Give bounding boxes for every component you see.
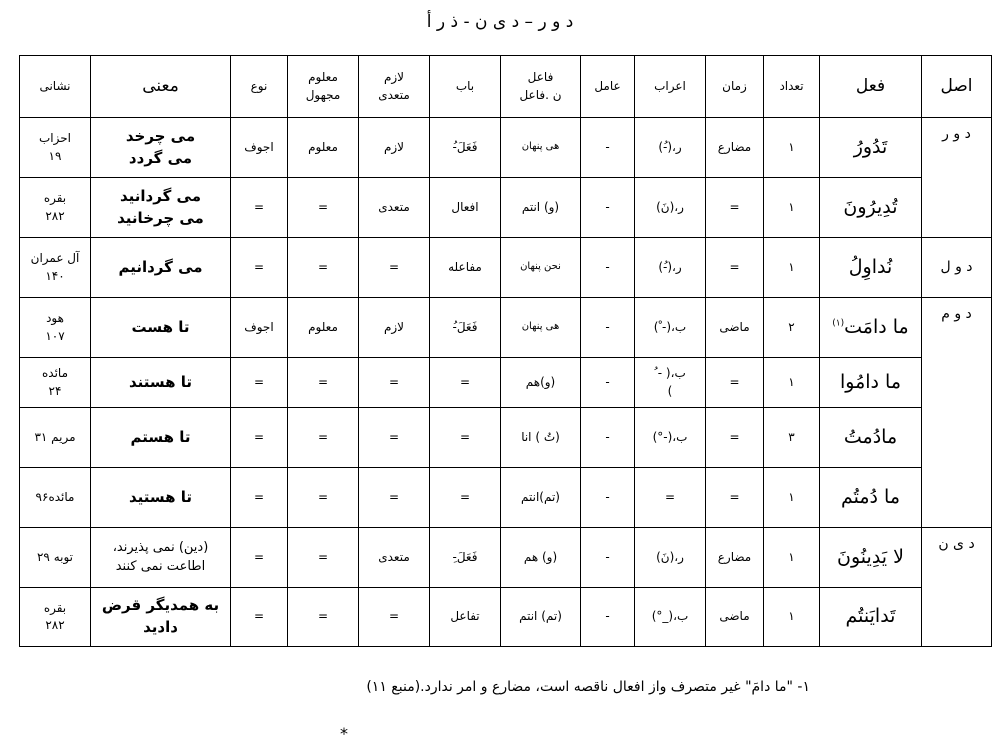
count-cell: ۱ <box>764 358 820 408</box>
bab-cell: = <box>430 358 501 408</box>
type-cell: = <box>231 528 288 588</box>
tense-cell: = <box>706 358 764 408</box>
header-voice: معلوم مجهول <box>288 56 359 118</box>
tense-cell: ماضی <box>706 298 764 358</box>
page-title: د و ر – د ی ن - ذ ر أ <box>426 12 574 32</box>
verb-text: ما دامَت <box>844 315 909 338</box>
header-irab: اعراب <box>635 56 706 118</box>
count-cell: ۱ <box>764 528 820 588</box>
verb-cell: لا يَدِينُونَ <box>820 528 922 588</box>
subject-cell: (و) انتم <box>501 178 581 238</box>
voice-cell: = <box>288 178 359 238</box>
reference-cell: توبه ۲۹ <box>20 528 91 588</box>
tense-cell: = <box>706 238 764 298</box>
reference-cell: مائده ۲۴ <box>20 358 91 408</box>
verb-cell: تُدِيرُونَ <box>820 178 922 238</box>
transitivity-cell: لازم <box>359 298 430 358</box>
transitivity-cell: متعدی <box>359 528 430 588</box>
origin-cell: د و ل <box>922 238 992 298</box>
table-row <box>20 588 992 647</box>
verb-cell: ما دُمتُم <box>820 468 922 528</box>
transitivity-cell: = <box>359 408 430 468</box>
tense-cell: مضارع <box>706 528 764 588</box>
header-reference: نشانی <box>20 56 91 118</box>
header-row <box>20 56 992 118</box>
header-origin: اصل <box>922 56 992 118</box>
subject-cell: (و) هم <box>501 528 581 588</box>
header-tense: زمان <box>706 56 764 118</box>
subject-cell: هی پنهان <box>501 298 581 358</box>
table-row <box>20 358 992 408</box>
bab-cell: مفاعله <box>430 238 501 298</box>
voice-cell: = <box>288 528 359 588</box>
irab-cell: ب،(-°) <box>635 408 706 468</box>
reference-cell: بقره ۲۸۲ <box>20 588 91 647</box>
transitivity-cell: = <box>359 588 430 647</box>
count-cell: ۱ <box>764 118 820 178</box>
count-cell: ۱ <box>764 588 820 647</box>
count-cell: ۱ <box>764 238 820 298</box>
table-row <box>20 118 992 178</box>
footnote-marker: (۱) <box>832 318 845 329</box>
bab-cell: = <box>430 468 501 528</box>
transitivity-cell: = <box>359 468 430 528</box>
irab-cell: ر،(نَ) <box>635 178 706 238</box>
subject-cell: (تُ ) انا <box>501 408 581 468</box>
reference-cell: مائده۹۶ <box>20 468 91 528</box>
transitivity-cell: متعدی <box>359 178 430 238</box>
type-cell: = <box>231 358 288 408</box>
irab-cell: ب،( - ُ ) <box>635 358 706 408</box>
table-row <box>20 408 992 468</box>
header-meaning: معنی <box>91 56 231 118</box>
amil-cell: - <box>581 408 635 468</box>
footnote: ۱- "ما دامَ" غیر متصرف واز افعال ناقصه است، مضارع و امر ندارد.(منبع ۱۱) <box>366 679 810 695</box>
transitivity-cell: = <box>359 358 430 408</box>
verb-cell: تَدايَنتُم <box>820 588 922 647</box>
amil-cell: - <box>581 178 635 238</box>
subject-cell: (تم)انتم <box>501 468 581 528</box>
count-cell: ۲ <box>764 298 820 358</box>
verb-cell: نُداوِلُ <box>820 238 922 298</box>
header-subject: فاعل ن .فاعل <box>501 56 581 118</box>
irab-cell: ب،(- ْ) <box>635 298 706 358</box>
count-cell: ۱ <box>764 178 820 238</box>
count-cell: ۳ <box>764 408 820 468</box>
origin-cell: د و ر <box>922 118 992 238</box>
subject-cell: (تم) انتم <box>501 588 581 647</box>
meaning-cell: می چرخد می گردد <box>91 118 231 178</box>
verb-cell: ما دامُوا <box>820 358 922 408</box>
voice-cell: = <box>288 358 359 408</box>
irab-cell: ر،(-ُ) <box>635 118 706 178</box>
irab-cell: ر،(-ُ) <box>635 238 706 298</box>
bab-cell: فَعَلَ-ِ <box>430 528 501 588</box>
tense-cell: = <box>706 468 764 528</box>
tense-cell: ماضی <box>706 588 764 647</box>
bab-cell: فَعَلَ-ُ <box>430 298 501 358</box>
bab-cell: = <box>430 408 501 468</box>
meaning-cell: تا هست <box>91 298 231 358</box>
amil-cell: - <box>581 118 635 178</box>
verb-cell: مادُمتُ <box>820 408 922 468</box>
tense-cell: = <box>706 178 764 238</box>
origin-cell: د و م <box>922 298 992 528</box>
type-cell: = <box>231 588 288 647</box>
irab-cell: ب،(_°) <box>635 588 706 647</box>
header-count: تعداد <box>764 56 820 118</box>
type-cell: = <box>231 408 288 468</box>
reference-cell: آل عمران ۱۴۰ <box>20 238 91 298</box>
asterisk: * <box>340 724 348 743</box>
type-cell: = <box>231 238 288 298</box>
header-type: نوع <box>231 56 288 118</box>
meaning-cell: تا هستم <box>91 408 231 468</box>
voice-cell: = <box>288 238 359 298</box>
reference-cell: بقره ۲۸۲ <box>20 178 91 238</box>
irab-cell: = <box>635 468 706 528</box>
type-cell: = <box>231 178 288 238</box>
amil-cell: - <box>581 528 635 588</box>
header-amil: عامل <box>581 56 635 118</box>
table-row <box>20 238 992 298</box>
voice-cell: = <box>288 408 359 468</box>
origin-cell: د ی ن <box>922 528 992 647</box>
meaning-cell: به همدیگر قرض دادید <box>91 588 231 647</box>
voice-cell: = <box>288 588 359 647</box>
reference-cell: هود ۱۰۷ <box>20 298 91 358</box>
header-transitivity: لازم متعدی <box>359 56 430 118</box>
verb-analysis-table <box>19 55 992 647</box>
meaning-cell: می گردانیم <box>91 238 231 298</box>
meaning-cell: تا هستند <box>91 358 231 408</box>
transitivity-cell: = <box>359 238 430 298</box>
type-cell: اجوف <box>231 118 288 178</box>
bab-cell: فَعَلَ-ُ <box>430 118 501 178</box>
table-row <box>20 298 992 358</box>
table-row <box>20 528 992 588</box>
table-row <box>20 178 992 238</box>
amil-cell: - <box>581 468 635 528</box>
amil-cell: - <box>581 298 635 358</box>
reference-cell: مریم ۳۱ <box>20 408 91 468</box>
amil-cell: - <box>581 238 635 298</box>
count-cell: ۱ <box>764 468 820 528</box>
meaning-cell: (دین) نمی پذیرند، اطاعت نمی کنند <box>91 528 231 588</box>
voice-cell: معلوم <box>288 118 359 178</box>
meaning-cell: تا هستید <box>91 468 231 528</box>
subject-cell: (و)هم <box>501 358 581 408</box>
tense-cell: مضارع <box>706 118 764 178</box>
transitivity-cell: لازم <box>359 118 430 178</box>
voice-cell: = <box>288 468 359 528</box>
verb-cell <box>820 298 922 358</box>
reference-cell: احزاب ۱۹ <box>20 118 91 178</box>
bab-cell: افعال <box>430 178 501 238</box>
type-cell: اجوف <box>231 298 288 358</box>
irab-cell: ر،(نَ) <box>635 528 706 588</box>
header-verb: فعل <box>820 56 922 118</box>
subject-cell: هی پنهان <box>501 118 581 178</box>
tense-cell: = <box>706 408 764 468</box>
amil-cell: - <box>581 358 635 408</box>
voice-cell: معلوم <box>288 298 359 358</box>
meaning-cell: می گردانید می چرخانید <box>91 178 231 238</box>
amil-cell: - <box>581 588 635 647</box>
header-bab: باب <box>430 56 501 118</box>
verb-cell: تَدُورُ <box>820 118 922 178</box>
type-cell: = <box>231 468 288 528</box>
table-row <box>20 468 992 528</box>
subject-cell: نحن پنهان <box>501 238 581 298</box>
bab-cell: تفاعل <box>430 588 501 647</box>
